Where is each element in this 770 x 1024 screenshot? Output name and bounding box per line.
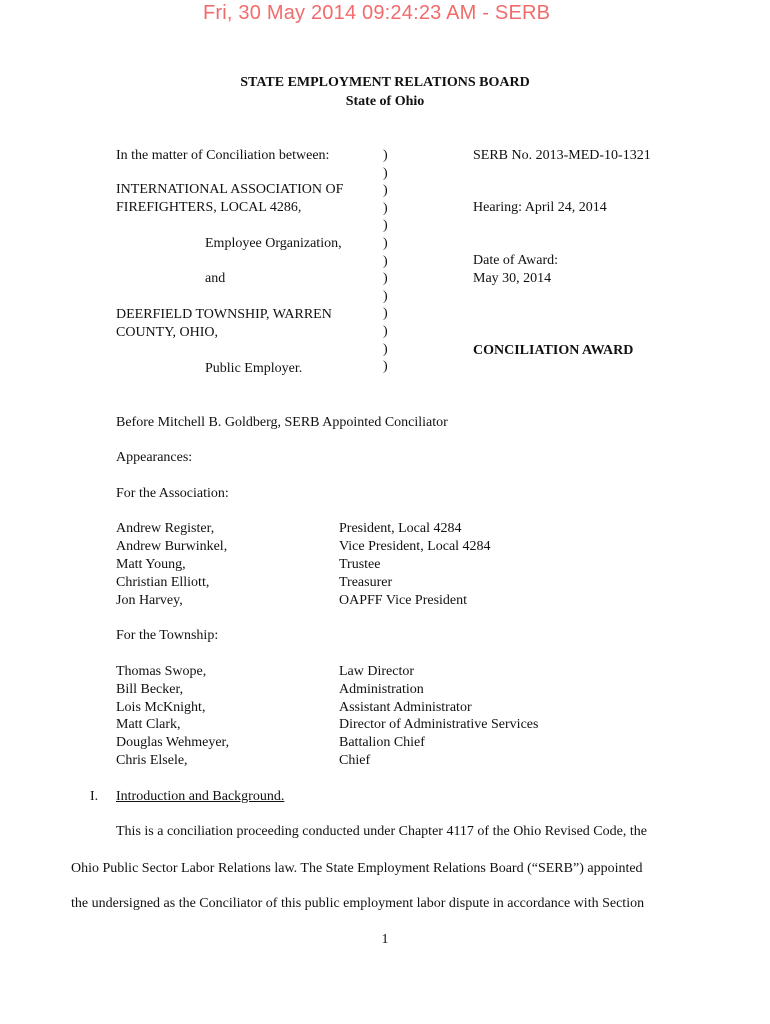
township-name: Bill Becker,: [116, 682, 184, 697]
paren: ): [383, 236, 388, 251]
paren: ): [383, 218, 388, 234]
township-name: Matt Clark,: [116, 717, 181, 732]
paren: ): [383, 341, 388, 357]
association-role: Vice President, Local 4284: [339, 539, 491, 554]
township-role: Administration: [339, 682, 424, 697]
caption-public-employer: Public Employer.: [205, 361, 303, 376]
association-name: Jon Harvey,: [116, 593, 183, 608]
association-name: Christian Elliott,: [116, 575, 210, 590]
township-role: Battalion Chief: [339, 735, 425, 750]
paren: ): [383, 200, 388, 216]
association-role: Treasurer: [339, 575, 393, 590]
board-title: STATE EMPLOYMENT RELATIONS BOARD: [240, 75, 530, 90]
caption-union-line1: INTERNATIONAL ASSOCIATION OF: [116, 182, 344, 197]
paren: ): [383, 253, 388, 269]
serb-case-number: SERB No. 2013-MED-10-1321: [473, 148, 651, 163]
township-role: Law Director: [339, 664, 415, 679]
caption-and: and: [205, 271, 226, 286]
award-date: May 30, 2014: [473, 271, 552, 286]
hearing-date: Hearing: April 24, 2014: [473, 200, 607, 215]
caption-employer-line2: COUNTY, OHIO,: [116, 325, 219, 340]
association-role: OAPFF Vice President: [339, 593, 468, 608]
paren: ): [383, 183, 388, 199]
paren: ): [383, 148, 388, 163]
township-heading: For the Township:: [116, 628, 219, 643]
appearances-heading: Appearances:: [116, 450, 193, 465]
township-name: Chris Elsele,: [116, 753, 188, 768]
paren: ): [383, 288, 388, 304]
township-role: Assistant Administrator: [339, 700, 472, 715]
body-paragraph-line: the undersigned as the Conciliator of this public employment labor dispute in accordance with Section: [71, 896, 645, 911]
body-paragraph-line: This is a conciliation proceeding conducted under Chapter 4117 of the Ohio Revised Code, the: [116, 824, 647, 839]
section-number: I.: [90, 789, 99, 804]
award-date-label: Date of Award:: [473, 253, 559, 268]
caption-employee-organization: Employee Organization,: [205, 236, 342, 251]
paren: ): [383, 165, 388, 181]
caption-matter: In the matter of Conciliation between:: [116, 148, 330, 163]
association-role: President, Local 4284: [339, 521, 462, 536]
township-role: Chief: [339, 753, 371, 768]
township-name: Douglas Wehmeyer,: [116, 735, 230, 750]
township-name: Lois McKnight,: [116, 700, 206, 715]
association-heading: For the Association:: [116, 486, 229, 501]
township-name: Thomas Swope,: [116, 664, 207, 679]
board-subtitle: State of Ohio: [345, 94, 425, 109]
paren: ): [383, 271, 388, 287]
association-name: Andrew Register,: [116, 521, 215, 536]
conciliator-line: Before Mitchell B. Goldberg, SERB Appointed Conciliator: [116, 415, 448, 430]
association-name: Matt Young,: [116, 557, 186, 572]
caption-union-line2: FIREFIGHTERS, LOCAL 4286,: [116, 200, 302, 215]
paren: ): [383, 324, 388, 339]
award-title: CONCILIATION AWARD: [473, 343, 634, 358]
association-name: Andrew Burwinkel,: [116, 539, 228, 554]
caption-employer-line1: DEERFIELD TOWNSHIP, WARREN: [116, 307, 332, 322]
body-paragraph-line: Ohio Public Sector Labor Relations law. The State Employment Relations Board (“SERB”) appointed: [71, 861, 643, 876]
page-number: 1: [381, 932, 389, 947]
association-role: Trustee: [339, 557, 381, 572]
section-heading: Introduction and Background.: [116, 789, 285, 804]
header-timestamp-stamp: Fri, 30 May 2014 09:24:23 AM - SERB: [203, 2, 551, 24]
paren: ): [383, 359, 388, 375]
caption-parenthesis-column: [383, 147, 393, 387]
township-role: Director of Administrative Services: [339, 717, 539, 732]
paren: ): [383, 306, 388, 322]
